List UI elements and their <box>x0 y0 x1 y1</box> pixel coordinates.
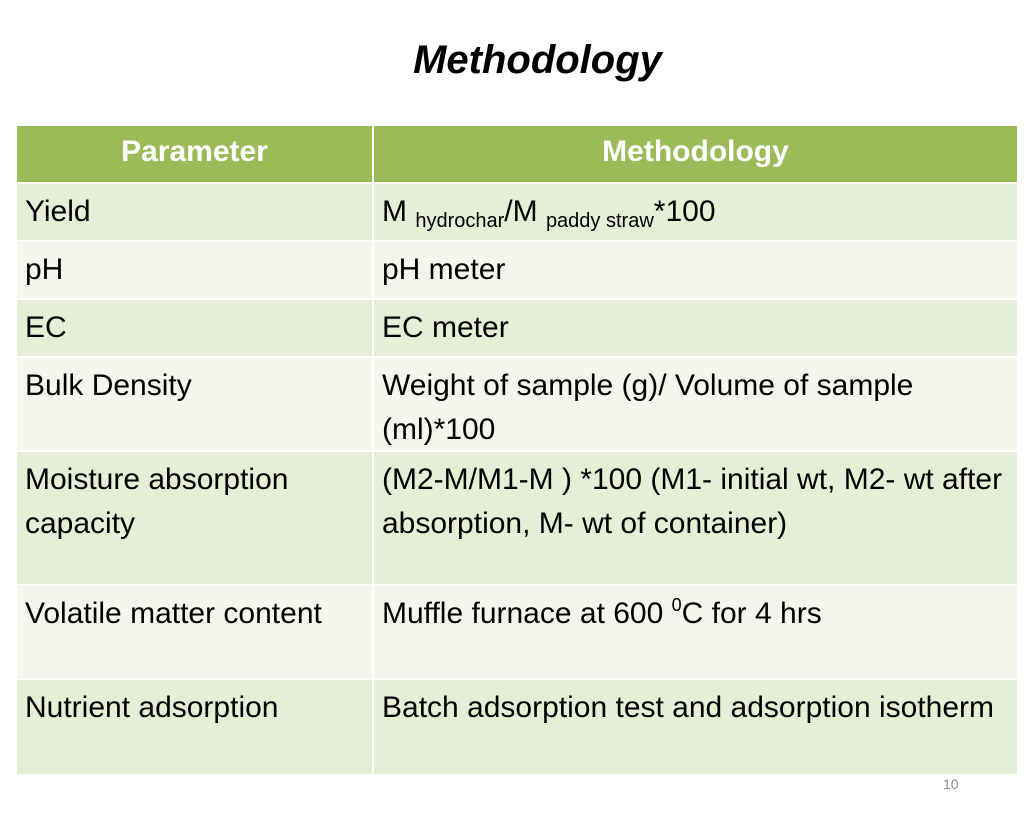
slide-title: Methodology <box>413 38 662 82</box>
yield-formula-m: M <box>382 195 416 228</box>
parameter-cell: Bulk Density <box>17 358 374 450</box>
yield-formula-subscript-hydrochar: hydrochar <box>415 210 505 232</box>
volatile-text-start: Muffle furnace at 600 <box>382 597 672 630</box>
yield-formula-multiplier: *100 <box>653 195 716 228</box>
parameter-cell: Moisture absorption capacity <box>17 452 374 584</box>
table-row-bulk-density <box>17 358 1017 452</box>
parameter-cell: Nutrient adsorption <box>17 680 374 774</box>
page-number: 10 <box>943 776 959 792</box>
methodology-cell: Batch adsorption test and adsorption isotherm <box>382 691 995 724</box>
table-row-volatile-matter <box>17 586 1017 680</box>
methodology-cell: EC meter <box>382 311 509 344</box>
methodology-cell <box>374 184 1017 240</box>
parameter-cell: EC <box>17 300 374 356</box>
header-methodology: Methodology <box>602 135 789 168</box>
methodology-cell: (M2-M/M1-M ) *100 (M1- initial wt, M2- wt after absorption, M- wt of container) <box>382 463 1003 540</box>
table-row-ec <box>17 300 1017 358</box>
parameter-cell: pH <box>17 242 374 298</box>
methodology-cell <box>374 586 1017 678</box>
table-header-row <box>17 126 1017 184</box>
header-parameter: Parameter <box>17 126 374 182</box>
table-row-ph <box>17 242 1017 300</box>
table-row-nutrient-adsorption <box>17 680 1017 774</box>
table-row-moisture-absorption <box>17 452 1017 586</box>
yield-formula-slash-m: /M <box>504 195 546 228</box>
volatile-text-end: C for 4 hrs <box>681 597 822 630</box>
table-row-yield <box>17 184 1017 242</box>
methodology-table <box>17 126 1017 774</box>
yield-formula-subscript-paddy-straw: paddy straw <box>545 210 654 232</box>
parameter-cell: Yield <box>17 184 374 240</box>
degree-superscript: 0 <box>671 595 682 615</box>
methodology-cell: Weight of sample (g)/ Volume of sample (ml)*100 <box>382 369 914 446</box>
methodology-cell: pH meter <box>382 253 506 286</box>
parameter-cell: Volatile matter content <box>17 586 374 678</box>
